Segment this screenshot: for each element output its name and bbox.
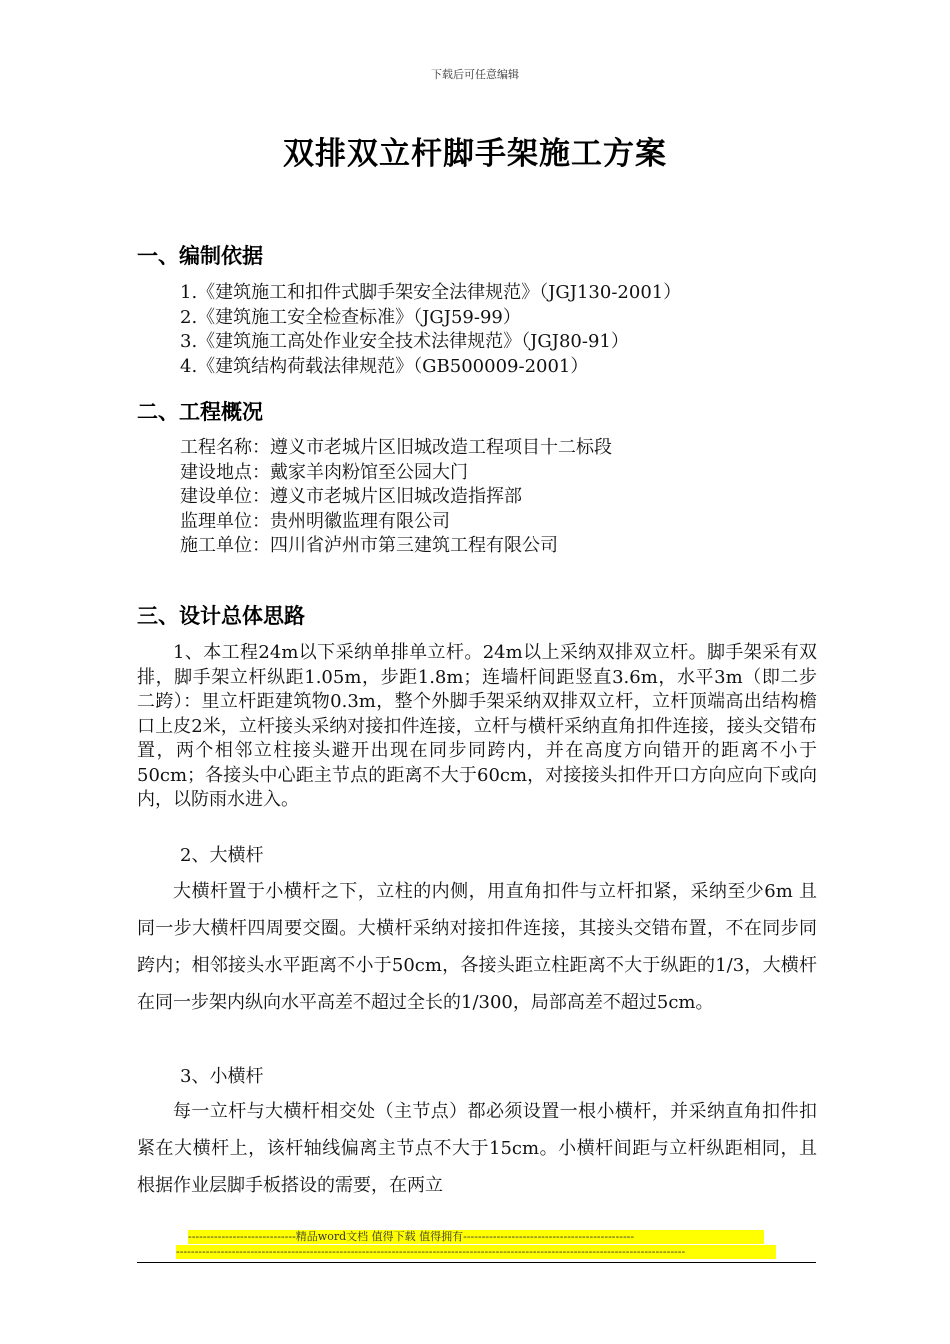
subheading-small-crossbar: 3、小横杆 <box>180 1066 264 1087</box>
design-paragraph-1: 1、本工程24m以下采纳单排单立杆。24m以上采纳双排双立杆。脚手架采有双排，脚手架立杆纵距1.05m，步距1.8m；连墙杆间距竖直3.6m，水平3m（即二步二跨）：里立杆距建筑物0.3m，整个外脚手架采纳双排双立杆，立杆顶端高出结构檐口上皮2米，立杆接头采纳对接扣件连接，立杆与横杆采纳直角扣件连接，接头交错布置，两个相邻立柱接头避开出现在同步同跨内，并在高度方向错开的距离不小于50cm；各接头中心距主节点的距离不大于60cm，对接接头扣件开口方向应向下或向内，以防雨水进入。 <box>137 642 817 810</box>
list-item: 监理单位：贵州明徽监理有限公司 <box>180 510 450 532</box>
design-paragraph-3: 每一立杆与大横杆相交处（主节点）都必须设置一根小横杆，并采纳直角扣件扣紧在大横杆上，该杆轴线偏离主节点不大于15cm。小横杆间距与立杆纵距相同，且根据作业层脚手板搭设的需要，在两立 <box>137 1101 817 1196</box>
list-item: 建设地点：戴家羊肉粉馆至公园大门 <box>180 461 468 483</box>
page-title: 双排双立杆脚手架施工方案 <box>283 136 667 172</box>
section-heading-design: 三、设计总体思路 <box>137 604 305 628</box>
list-item: 3.《建筑施工高处作业安全技术法律规范》（JGJ80-91） <box>180 331 629 352</box>
list-item: 2.《建筑施工安全检查标准》（JGJ59-99） <box>180 306 521 328</box>
overview-list <box>180 436 612 559</box>
design-paragraph-2: 大横杆置于小横杆之下，立柱的内侧，用直角扣件与立杆扣紧，采纳至少6m 且同一步大横杆四周要交圈。大横杆采纳对接扣件连接，其接头交错布置，不在同步同跨内；相邻接头水平距离不小于50cm，各接头距立柱距离不大于纵距的1/3，大横杆在同一步架内纵向水平高差不超过全长的1/300，局部高差不超过5cm。 <box>137 881 817 1013</box>
footer-dash-line: ----------------------------------------------------------------------------------------------------------------------------------------- <box>176 1245 776 1259</box>
footer-rule <box>137 1262 816 1263</box>
section-heading-overview: 二、工程概况 <box>137 400 263 424</box>
list-item: 建设单位：遵义市老城片区旧城改造指挥部 <box>180 486 522 507</box>
list-item: 1.《建筑施工和扣件式脚手架安全法律规范》（JGJ130-2001） <box>180 282 682 303</box>
list-item: 施工单位：四川省泸州市第三建筑工程有限公司 <box>180 535 558 556</box>
section-heading-basis: 一、编制依据 <box>137 244 263 268</box>
subheading-large-crossbar: 2、大横杆 <box>180 845 264 866</box>
list-item: 4.《建筑结构荷载法律规范》（GB500009-2001） <box>180 355 589 377</box>
list-item: 工程名称：遵义市老城片区旧城改造工程项目十二标段 <box>180 437 612 458</box>
footer-banner: -----------------------------精品word文档 值得下载 值得拥有---------------------------------------------- <box>188 1230 764 1244</box>
basis-list <box>180 281 681 379</box>
header-note: 下载后可任意编辑 <box>431 68 519 81</box>
